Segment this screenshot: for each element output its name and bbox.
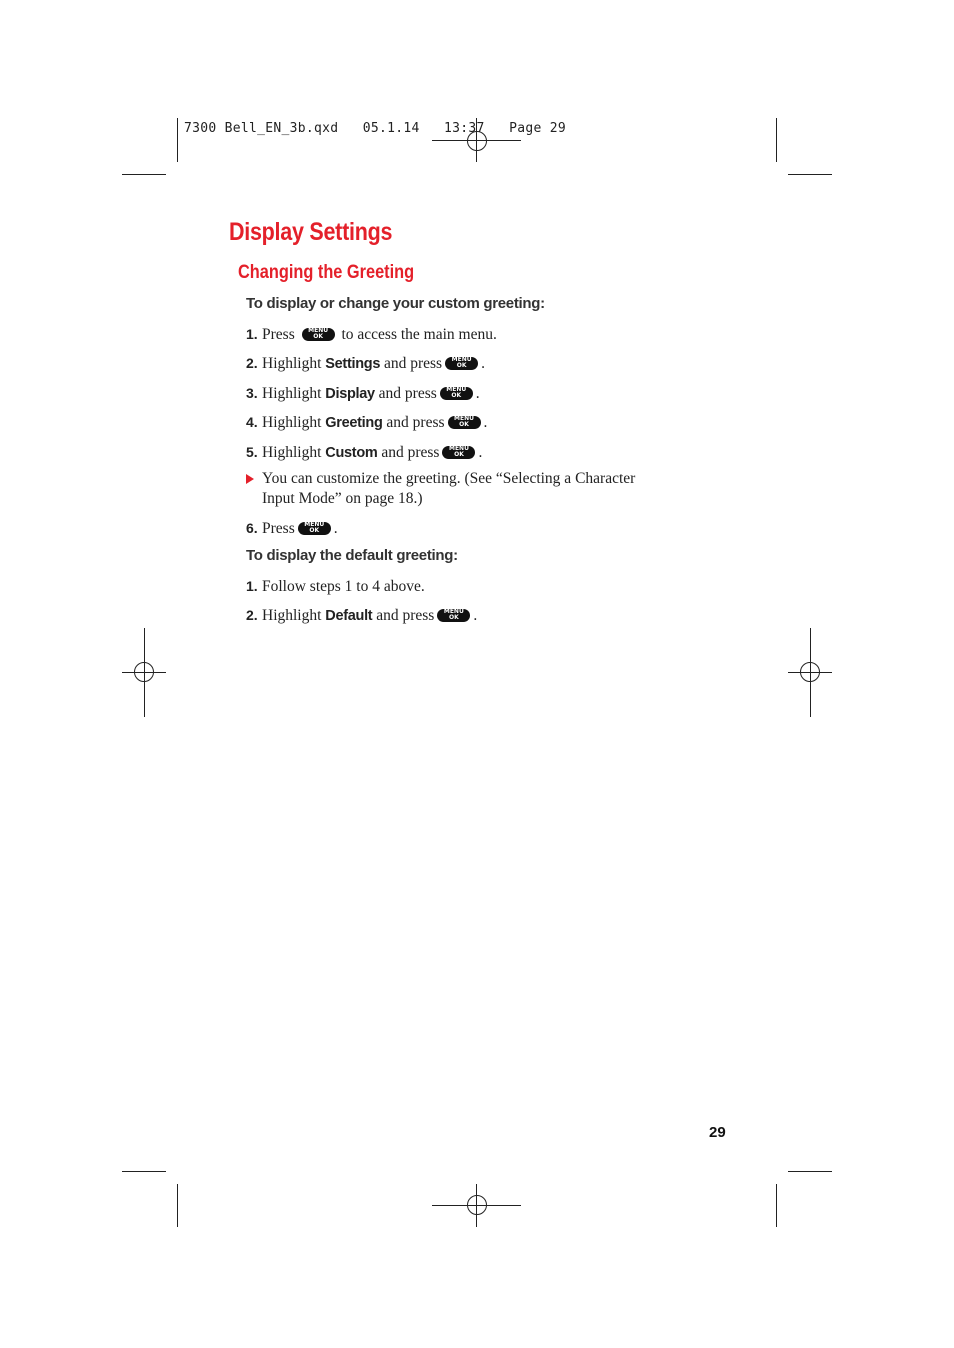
custom-greeting-heading: To display or change your custom greeting: <box>246 295 545 312</box>
default-step-1: 1. Follow steps 1 to 4 above. <box>246 578 425 595</box>
default-greeting-heading: To display the default greeting: <box>246 547 458 564</box>
page-number: 29 <box>709 1124 726 1141</box>
step-4: 4. Highlight Greeting and pressMENU OK . <box>246 412 487 433</box>
step-1: 1. Press MENU OK to access the main menu. <box>246 324 497 345</box>
menu-ok-key-icon <box>448 416 481 429</box>
menu-ok-key-icon <box>440 387 473 400</box>
tip-bullet: You can customize the greeting. (See “Selecting a Character Input Mode” on page 18.) <box>246 469 686 509</box>
step-3: 3. Highlight Display and pressMENU OK . <box>246 383 480 404</box>
step-6: 6. PressMENU OK . <box>246 518 338 539</box>
section-title: Changing the Greeting <box>238 262 415 283</box>
menu-ok-key-icon <box>437 609 470 622</box>
page-title: Display Settings <box>229 218 393 246</box>
menu-ok-key-icon <box>442 446 475 459</box>
menu-ok-key-icon <box>302 328 335 341</box>
default-step-2: 2. Highlight Default and pressMENU OK . <box>246 605 477 626</box>
menu-ok-key-icon <box>445 357 478 370</box>
step-2: 2. Highlight Settings and pressMENU OK . <box>246 353 485 374</box>
print-slug: 7300 Bell_EN_3b.qxd 05.1.14 13:37 Page 29 <box>184 121 566 136</box>
step-5: 5. Highlight Custom and pressMENU OK . <box>246 442 482 463</box>
menu-ok-key-icon <box>298 522 331 535</box>
triangle-bullet-icon <box>246 474 254 484</box>
